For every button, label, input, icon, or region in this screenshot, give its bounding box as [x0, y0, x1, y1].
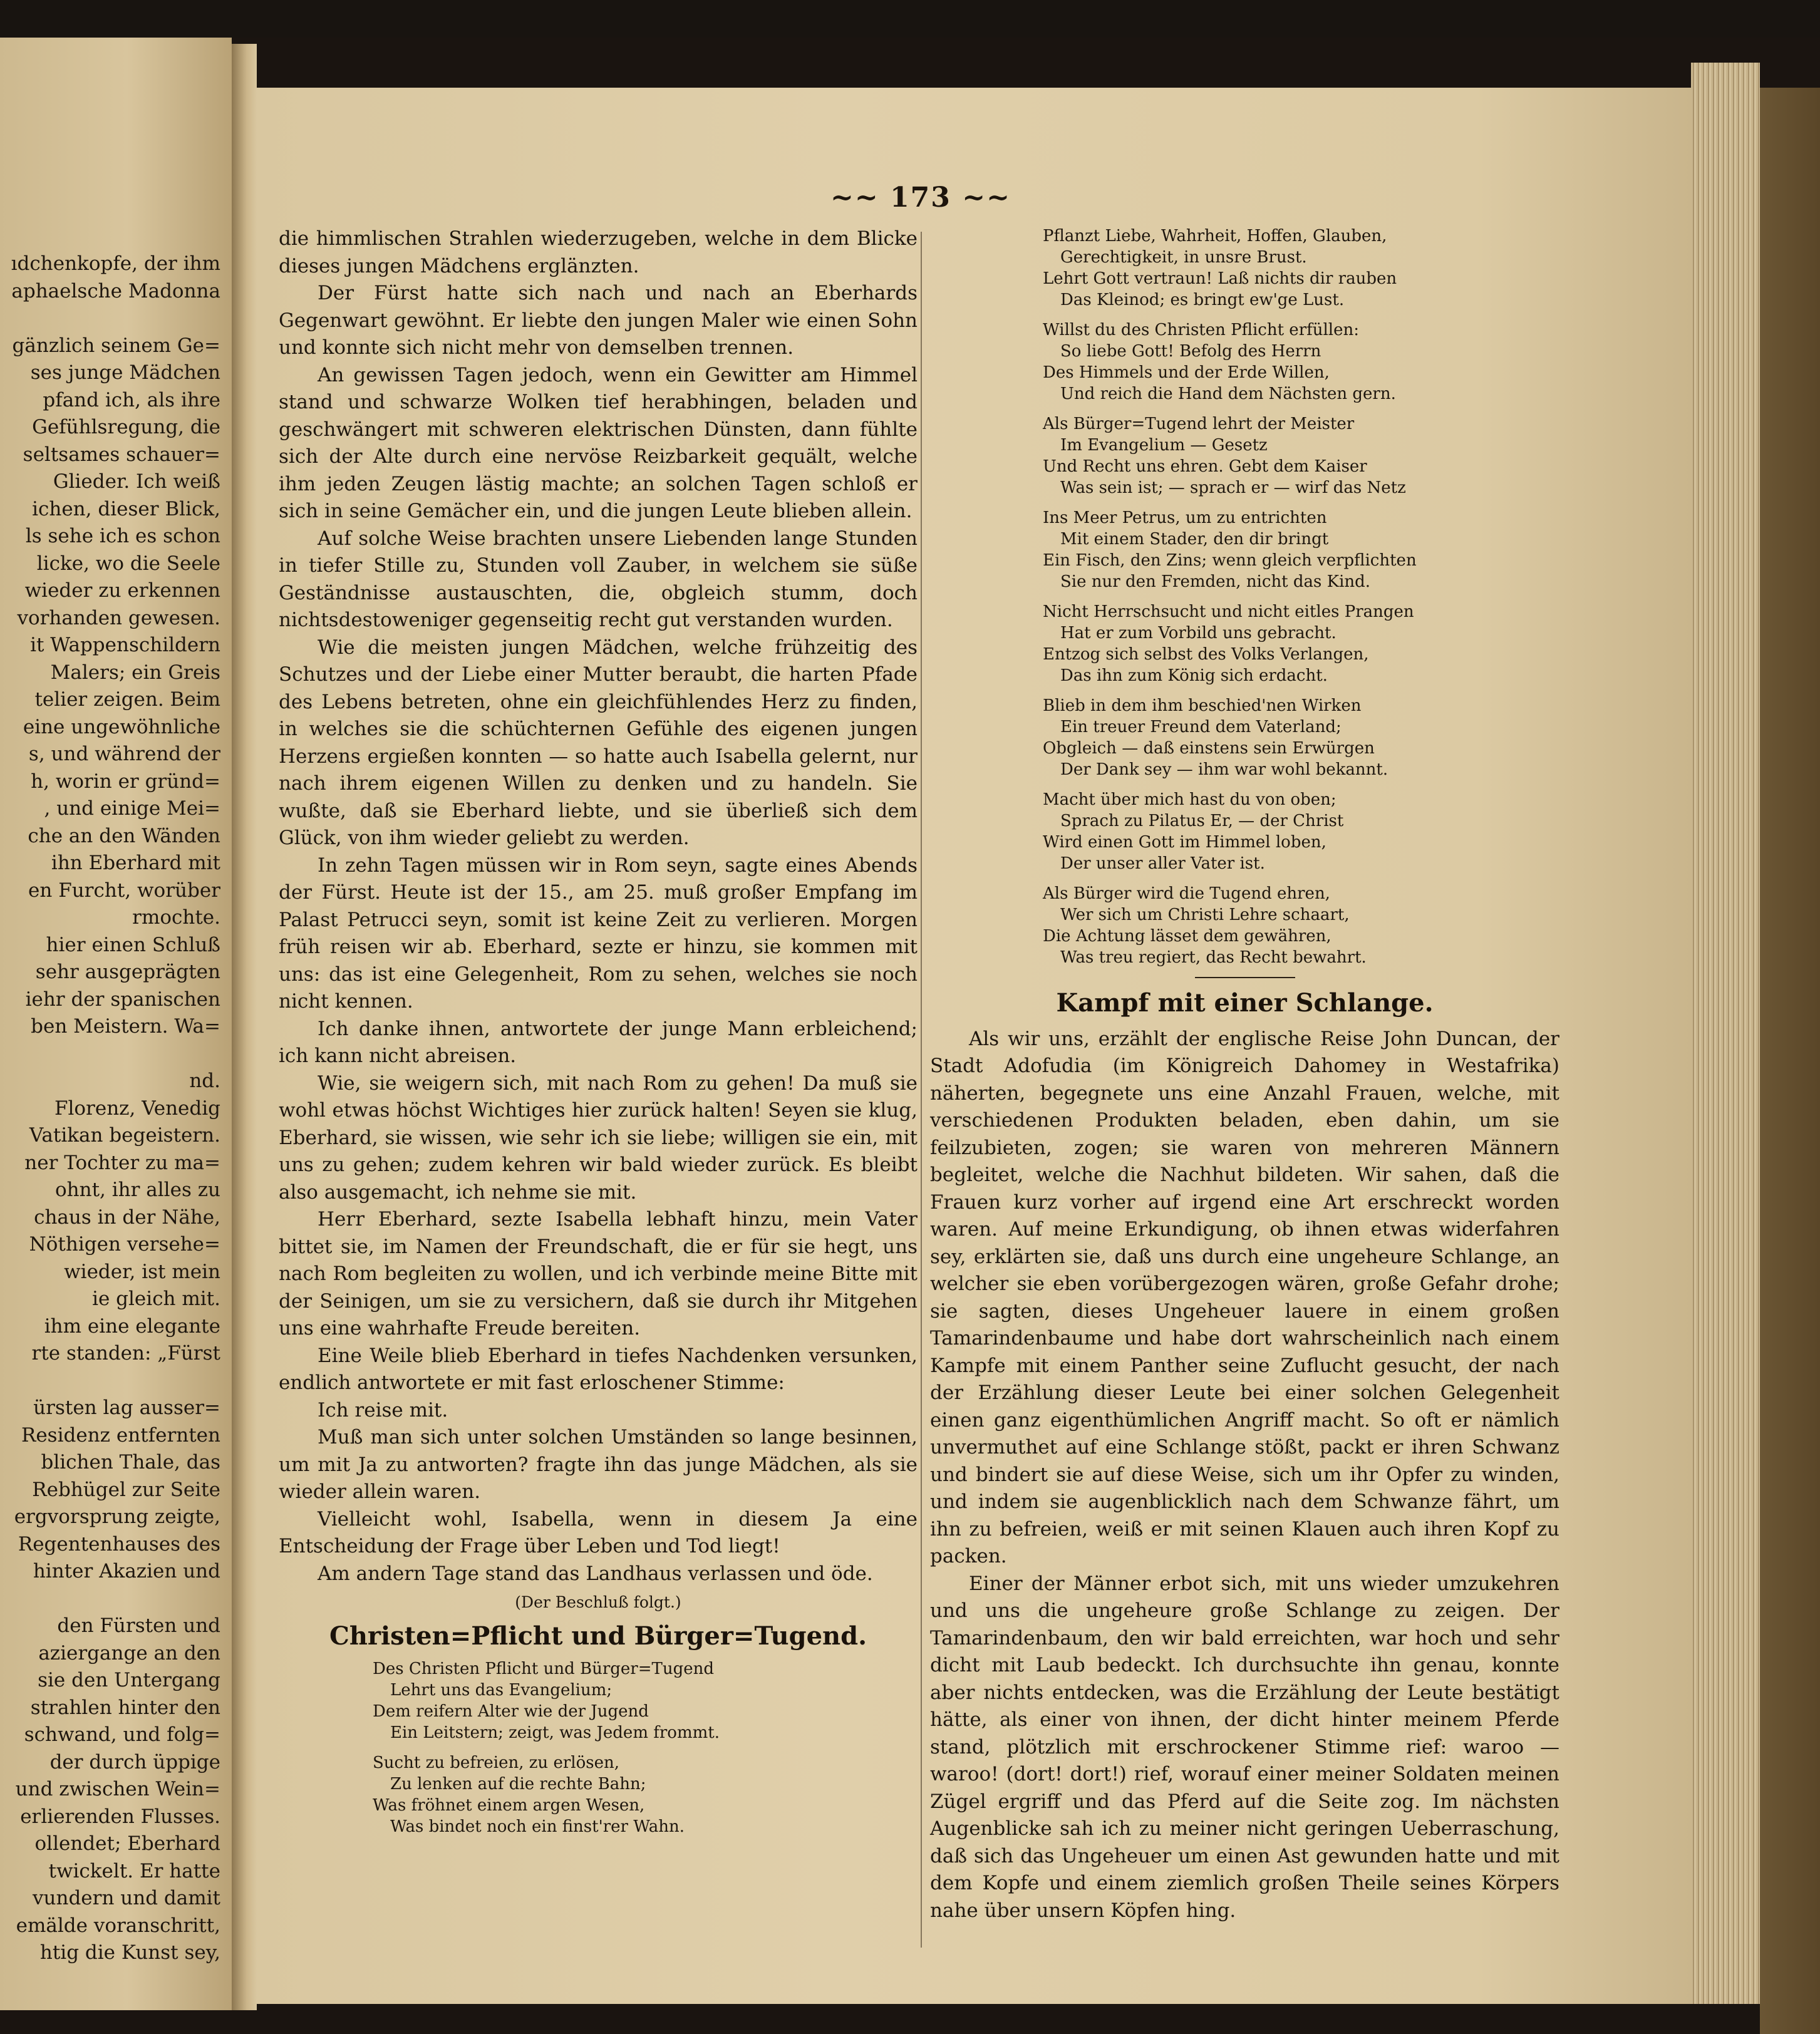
left-page-line: iehr der spanischen: [25, 988, 220, 1011]
poem-line: Ein treuer Freund dem Vaterland;: [1060, 718, 1342, 736]
left-page-text: [0, 250, 220, 1967]
poem-line: Sucht zu befreien, zu erlösen,: [373, 1753, 619, 1772]
paragraph: Wie die meisten jungen Mädchen, welche frühzeitig des Schutzes und der Liebe einer Mutter beraubt, die harten Pfade des Lebens betreten, ohne ein gleichfühlendes Herz zu finden, in welches sie die schüchternen Gefühle des eigenen jungen Herzens ergießen konnten — so hatte auch Isabella gelernt, nur nach ihrem eigenen Willen zu denken und zu handeln. Sie wußte, daß sie Eberhard liebte, und sie überließ sich dem Glück, von ihm wieder geliebt zu werden.: [279, 636, 918, 849]
poem-line: Die Achtung lässet dem gewähren,: [1043, 927, 1331, 946]
poem-line: Hat er zum Vorbild uns gebracht.: [1060, 624, 1337, 643]
poem-line: Wird einen Gott im Himmel loben,: [1043, 833, 1326, 852]
poem-line: Lehrt Gott vertraun! Laß nichts dir rauben: [1043, 269, 1397, 288]
left-page-line: gänzlich seinem Ge=: [12, 334, 220, 357]
poem-line: Was fröhnet einem argen Wesen,: [373, 1796, 645, 1815]
poem-stanza: [1043, 319, 1559, 405]
poem-line: Lehrt uns das Evangelium;: [390, 1681, 613, 1700]
left-page-line: Residenz entfernten: [21, 1423, 220, 1447]
poem-stanza: [373, 1752, 918, 1837]
left-page-line: hier einen Schluß: [46, 933, 220, 956]
poem-line: Mit einem Stader, den dir bringt: [1060, 530, 1329, 549]
left-page-line: che an den Wänden: [28, 824, 220, 847]
poem-line: Obgleich — daß einstens sein Erwürgen: [1043, 739, 1375, 758]
poem-line: Ins Meer Petrus, um zu entrichten: [1043, 508, 1327, 527]
left-page-line: ıdchenkopfe, der ihm: [11, 252, 220, 275]
poem-stanza: [1043, 789, 1559, 874]
left-page-line: Florenz, Venedig: [54, 1097, 220, 1120]
left-page-line: ner Tochter zu ma=: [24, 1151, 220, 1174]
poem-line: Nicht Herrschsucht und nicht eitles Prangen: [1043, 602, 1414, 621]
left-page-line: und zwischen Wein=: [15, 1778, 220, 1800]
poem-line: Wer sich um Christi Lehre schaart,: [1060, 906, 1350, 924]
paragraph: Einer der Männer erbot sich, mit uns wieder umzukehren und uns die ungeheure große Schlange zu zeigen. Der Tamarindenbaum, den wir bald erreichten, war hoch und sehr dicht mit Laub bedeckt. Ich durchsuchte ihn genau, konnte aber nichts entdecken, was die Erzählung der Leute bestätigt hätte, als einer von ihnen, der dicht hinter meinem Pferde stand, plötzlich mit erschrockener Stimme rief: waroo — waroo! (dort! dort!) rief, worauf einer meiner Soldaten meinen Zügel ergriff und das Pferd auf die Seite zog. Im nächsten Augenblicke sah ich zu meiner nicht geringen Ueberraschung, daß sich das Ungeheuer um einen Ast gewunden hatte und mit dem Kopfe und einem ziemlich großen Theile seines Körpers nahe über unsern Köpfen hing.: [930, 1572, 1559, 1922]
page-edges: [1691, 63, 1760, 2004]
left-page-line: Malers; ein Greis: [50, 661, 220, 684]
poem-line: Als Bürger=Tugend lehrt der Meister: [1043, 415, 1355, 433]
poem-line: Des Christen Pflicht und Bürger=Tugend: [373, 1660, 715, 1678]
poem-stanza: [1043, 883, 1559, 968]
poem-line: Das ihn zum König sich erdacht.: [1060, 666, 1328, 685]
left-page-line: , und einige Mei=: [44, 797, 220, 820]
poem-line: Willst du des Christen Pflicht erfüllen:: [1043, 321, 1360, 339]
left-page-line: wieder, ist mein: [64, 1260, 220, 1283]
left-page-line: s, und während der: [28, 743, 220, 765]
left-page-line: twickelt. Er hatte: [48, 1859, 220, 1882]
left-page-line: aphaelsche Madonna: [11, 279, 220, 302]
poem-line: Ein Leitstern; zeigt, was Jedem frommt.: [390, 1723, 720, 1742]
left-page-line: sie den Untergang: [38, 1669, 220, 1691]
poem-line: Was bindet noch ein finst'rer Wahn.: [390, 1817, 685, 1836]
paragraph: Der Fürst hatte sich nach und nach an Eberhards Gegenwart gewöhnt. Er liebte den jungen Maler wie einen Sohn und konnte sich nicht mehr von demselben trennen.: [279, 282, 918, 359]
left-page-line: aziergange an den: [38, 1641, 220, 1665]
poem-line: Als Bürger wird die Tugend ehren,: [1043, 884, 1330, 903]
left-page-line: Glieder. Ich weiß: [53, 470, 220, 493]
left-page-line: ses junge Mädchen: [30, 361, 220, 384]
poem-stanza: [1043, 225, 1559, 311]
paragraph: Muß man sich unter solchen Umständen so lange besinnen, um mit Ja zu antworten? fragte ihn das junge Mädchen, als sie wieder allein waren.: [279, 1426, 918, 1503]
poem-line: Der Dank sey — ihm war wohl bekannt.: [1060, 760, 1388, 779]
left-page-line: eine ungewöhnliche: [23, 715, 220, 738]
left-page-line: der durch üppige: [49, 1750, 220, 1773]
left-page-line: erlierenden Flusses.: [20, 1805, 220, 1828]
left-page-line: ihm eine elegante: [44, 1314, 220, 1338]
left-page-line: seltsames schauer=: [23, 443, 220, 466]
poem-line: Und reich die Hand dem Nächsten gern.: [1060, 385, 1396, 403]
left-page-line: vundern und damit: [33, 1887, 220, 1909]
paragraph: Am andern Tage stand das Landhaus verlassen und öde.: [318, 1562, 873, 1585]
poem-line: Sie nur den Fremden, nicht das Kind.: [1060, 572, 1371, 591]
left-page-line: [0, 1041, 220, 1068]
left-page-line: it Wappenschildern: [30, 634, 220, 656]
left-page-line: [0, 1368, 220, 1395]
paragraph: Vielleicht wohl, Isabella, wenn in diesem Ja eine Entscheidung der Frage über Leben und Tod liegt!: [279, 1507, 918, 1557]
left-page-line: ls sehe ich es schon: [25, 525, 220, 547]
poem-continued: [930, 225, 1559, 968]
page-number: ~~ 173 ~~: [830, 182, 1011, 214]
poem-line: Entzog sich selbst des Volks Verlangen,: [1043, 645, 1369, 664]
poem-line: Des Himmels und der Erde Willen,: [1043, 363, 1330, 382]
story-text: [279, 225, 918, 1587]
left-page-line: ben Meistern. Wa=: [31, 1015, 220, 1038]
paragraph: Wie, sie weigern sich, mit nach Rom zu gehen! Da muß sie wohl etwas höchst Wichtiges hier zurück halten! Seyen sie klug, Eberhard, sie wissen, wie sehr ich sie liebe; willigen sie ein, mit uns zu gehen; zudem kehren wir bald wieder zurück. Es bleibt also ausgemacht, ich nehme sie mit.: [279, 1071, 918, 1204]
left-page-line: ohnt, ihr alles zu: [54, 1179, 220, 1201]
left-page-line: ergvorsprung zeigte,: [14, 1505, 220, 1528]
poem-first-stanzas: [279, 1658, 918, 1837]
poem-stanza: [1043, 695, 1559, 780]
paragraph: In zehn Tagen müssen wir in Rom seyn, sagte eines Abends der Fürst. Heute ist der 15., am 25. muß großer Empfang im Palast Petrucci seyn, somit ist keine Zeit zu verlieren. Morgen früh reisen wir ab. Eberhard, sezte er hinzu, sie kommen mit uns: das ist eine Gelegenheit, Rom zu sehen, welches sie noch nicht kennen.: [279, 854, 918, 1013]
paragraph: An gewissen Tagen jedoch, wenn ein Gewitter am Himmel stand und schwarze Wolken tief herabhingen, beladen und geschwängert mit schweren elektrischen Dünsten, dann fühlte sich der Alte durch eine nervöse Reizbarkeit gequält, welche ihm jeden Zeugen lästig machte; an solchen Tagen schloß er sich in seine Gemächer ein, und die jungen Leute blieben allein.: [279, 363, 918, 522]
left-page-line: licke, wo die Seele: [36, 552, 220, 575]
poem-line: Blieb in dem ihm beschied'nen Wirken: [1043, 696, 1362, 715]
left-page-line: Rebhügel zur Seite: [32, 1478, 220, 1501]
poem-line: Gerechtigkeit, in unsre Brust.: [1060, 248, 1307, 267]
left-page-line: pfand ich, als ihre: [43, 388, 220, 411]
left-page-line: Vatikan begeistern.: [29, 1124, 220, 1147]
paragraph: die himmlischen Strahlen wiederzugeben, welche in dem Blicke dieses jungen Mädchens erglänzten.: [279, 227, 918, 277]
poem-line: Und Recht uns ehren. Gebt dem Kaiser: [1043, 457, 1367, 476]
continued-note: (Der Beschluß folgt.): [515, 1593, 681, 1611]
left-page-line: rte standen: „Fürst: [31, 1342, 220, 1365]
poem-stanza: [1043, 413, 1559, 498]
left-page-line: chaus in der Nähe,: [34, 1205, 220, 1229]
left-page-line: Gefühlsregung, die: [32, 416, 220, 438]
middle-column: [279, 225, 918, 1846]
article-text: [930, 1026, 1559, 1925]
left-page-line: blichen Thale, das: [41, 1451, 220, 1474]
paragraph: Eine Weile blieb Eberhard in tiefes Nachdenken versunken, endlich antwortete er mit fast erloschener Stimme:: [279, 1344, 918, 1394]
column-divider: [921, 232, 922, 1948]
left-page-line: telier zeigen. Beim: [34, 688, 220, 711]
poem-title: Christen=Pflicht und Bürger=Tugend.: [329, 1621, 867, 1651]
left-page-line: den Fürsten und: [57, 1614, 220, 1637]
book-cover-top: [0, 0, 1820, 38]
left-page-line: htig die Kunst sey,: [39, 1941, 220, 1964]
left-page-line: ichen, dieser Blick,: [32, 497, 220, 520]
paragraph: Herr Eberhard, sezte Isabella lebhaft hinzu, mein Vater bittet sie, im Namen der Freundschaft, die er für sie hegt, uns nach Rom begleiten zu wollen, und ich verbinde meine Bitte mit der Seinigen, um sie zu versichern, daß sie durch ihr Mitgehen uns eine wahrhafte Freude bereiten.: [279, 1208, 918, 1340]
left-page-line: sehr ausgeprägten: [35, 961, 220, 983]
left-page-line: vorhanden gewesen.: [17, 606, 220, 629]
left-page-line: ie gleich mit.: [92, 1288, 220, 1310]
poem-line: Sprach zu Pilatus Er, — der Christ: [1060, 812, 1344, 830]
left-page-line: [0, 305, 220, 333]
left-page-line: nd.: [189, 1070, 220, 1092]
section-separator: [1195, 977, 1295, 978]
left-page-line: schwand, und folg=: [24, 1723, 220, 1746]
left-page-line: ollendet; Eberhard: [34, 1832, 220, 1855]
poem-line: Dem reifern Alter wie der Jugend: [373, 1702, 649, 1721]
left-page-line: hinter Akazien und: [33, 1560, 220, 1582]
left-page-line: ihn Eberhard mit: [51, 852, 220, 874]
paragraph: Als wir uns, erzählt der englische Reise John Duncan, der Stadt Adofudia (im Königreich Dahomey in Westafrika) näherten, begegnete uns eine Anzahl Frauen, welche, mit verschiedenen Produkten beladen, eben dahin, um sie feilzubieten, zogen; sie waren von mehreren Männern begleitet, welche die Nachhut bildeten. Wir sahen, daß die Frauen kurz vorher auf irgend eine Art erschreckt worden waren. Auf meine Erkundigung, ob ihnen etwas widerfahren sey, erklärten sie, daß uns durch eine ungeheure Schlange, an welcher sie eben vorübergezogen wären, große Gefahr drohe; sie sagten, dieses Ungeheuer lauere in einem großen Tamarindenbaume und habe dort wahrscheinlich nach einem Kampfe mit einem Panther seine Zuflucht gesucht, der nach der Erzählung dieser Leute bei einer solchen Gelegenheit einen ganz eigenthümlichen Angriff macht. So oft er nämlich unvermuthet auf eine Schlange stößt, packt er ihren Schwanz und bindert sie auf diese Weise, sich um ihr Opfer zu winden, und indem sie augenblicklich nach dem Schwanze fährt, um ihn zu befreien, weiß er mit seinen Klauen auch ihren Kopf zu packen.: [930, 1027, 1559, 1567]
poem-line: Der unser aller Vater ist.: [1060, 854, 1265, 873]
paragraph: Ich reise mit.: [318, 1398, 448, 1422]
book-gutter: [232, 44, 257, 2010]
paragraph: Auf solche Weise brachten unsere Liebenden lange Stunden in tiefer Stille zu, Stunden voll Zauber, in welchem sie süße Geständnisse austauschten, die, obgleich stumm, doch nichtsdestoweniger gegenseitig recht gut verstanden wurden.: [279, 527, 918, 631]
poem-line: Das Kleinod; es bringt ew'ge Lust.: [1060, 291, 1345, 309]
left-page-line: emälde voranschritt,: [16, 1914, 220, 1937]
left-page-line: Regentenhauses des: [18, 1532, 220, 1556]
left-page: [0, 38, 232, 2010]
article-title: Kampf mit einer Schlange.: [1056, 988, 1434, 1018]
left-page-line: en Furcht, worüber: [28, 879, 220, 902]
paragraph: Ich danke ihnen, antwortete der junge Mann erbleichend; ich kann nicht abreisen.: [279, 1017, 918, 1067]
poem-line: Ein Fisch, den Zins; wenn gleich verpflichten: [1043, 551, 1417, 570]
left-page-line: rmochte.: [132, 906, 220, 929]
left-page-line: strahlen hinter den: [30, 1696, 220, 1719]
left-page-line: h, worin er gründ=: [31, 770, 220, 793]
poem-line: Im Evangelium — Gesetz: [1060, 436, 1268, 455]
left-page-line: Nöthigen versehe=: [29, 1233, 220, 1256]
book-cover-edge: [1760, 88, 1820, 2034]
poem-stanza: [1043, 601, 1559, 686]
poem-line: Zu lenken auf die rechte Bahn;: [390, 1775, 646, 1794]
poem-line: Was treu regiert, das Recht bewahrt.: [1060, 948, 1367, 967]
poem-stanza: [373, 1658, 918, 1743]
right-column: [930, 225, 1559, 1924]
poem-line: Was sein ist; — sprach er — wirf das Netz: [1060, 478, 1406, 497]
left-page-line: [0, 1586, 220, 1613]
poem-stanza: [1043, 507, 1559, 592]
left-page-line: wieder zu erkennen: [24, 579, 220, 602]
poem-line: Macht über mich hast du von oben;: [1043, 790, 1337, 809]
poem-line: Pflanzt Liebe, Wahrheit, Hoffen, Glauben,: [1043, 227, 1387, 245]
poem-line: So liebe Gott! Befolg des Herrn: [1060, 342, 1321, 361]
left-page-line: ürsten lag ausser=: [33, 1396, 220, 1419]
